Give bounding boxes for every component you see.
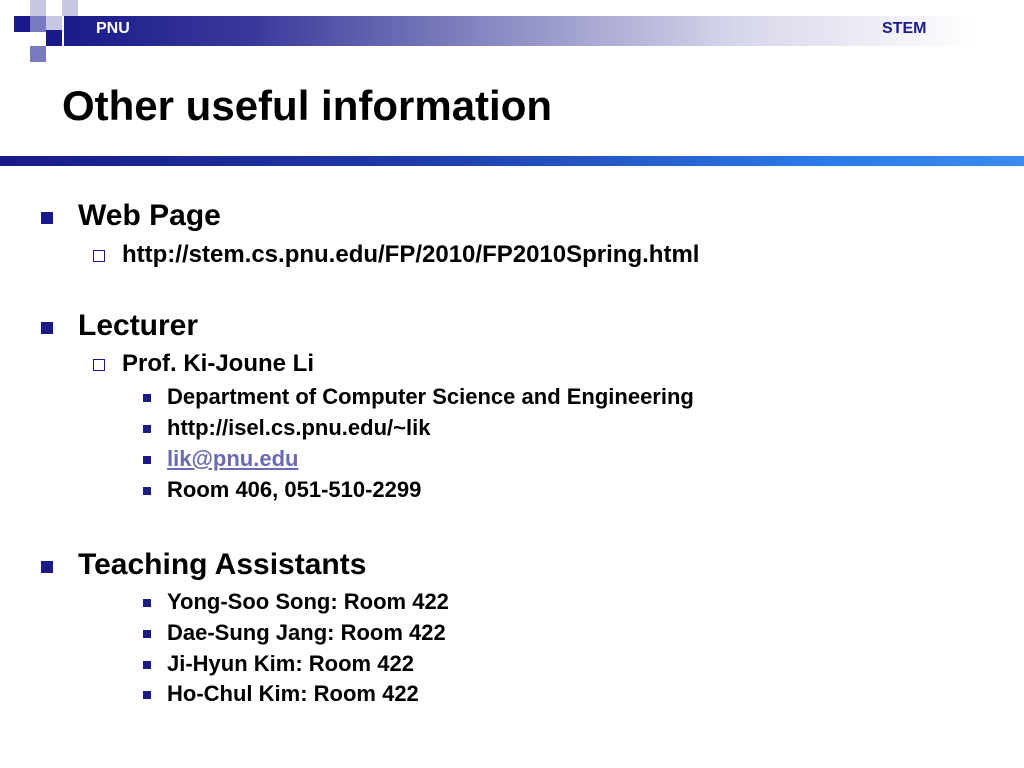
bullet-hollow-square-icon [93,250,105,262]
bullet-small-square-icon [143,394,151,402]
teaching-assistants-heading [78,548,366,582]
bullet-small-square-icon [143,599,151,607]
bullet-square-icon [41,561,53,573]
bullet-square-icon [41,212,53,224]
slide-title: Other useful information [62,82,553,129]
lecturer-heading-text: Lecturer [78,309,199,342]
bullet-hollow-square-icon [93,359,105,371]
lecturer-department: Department of Computer Science and Engineering [167,384,694,409]
bullet-small-square-icon [143,691,151,699]
bullet-square-icon [41,322,53,334]
header-left-label: PNU [96,20,130,37]
bullet-small-square-icon [143,487,151,495]
ta-item: Dae-Sung Jang: Room 422 [167,620,446,645]
lecturer-room: Room 406, 051-510-2299 [167,477,422,502]
bullet-small-square-icon [143,425,151,433]
lecturer-homepage[interactable]: http://isel.cs.pnu.edu/~lik [167,415,431,440]
bullet-small-square-icon [143,456,151,464]
ta-item: Ho-Chul Kim: Room 422 [167,681,419,706]
ta-item: Ji-Hyun Kim: Room 422 [167,651,414,676]
bullet-small-square-icon [143,661,151,669]
bullet-small-square-icon [143,630,151,638]
ta-item: Yong-Soo Song: Room 422 [167,589,449,614]
lecturer-heading [78,309,198,343]
lecturer-name: Prof. Ki-Joune Li [122,350,314,377]
web-page-heading-text: Web Page [78,199,221,232]
web-page-heading [78,199,221,233]
header-right-label: STEM [882,20,927,37]
web-page-url[interactable]: http://stem.cs.pnu.edu/FP/2010/FP2010Spring.html [122,241,700,268]
teaching-assistants-heading-text: Teaching Assistants [78,548,367,581]
lecturer-email-link[interactable]: lik@pnu.edu [167,446,299,471]
